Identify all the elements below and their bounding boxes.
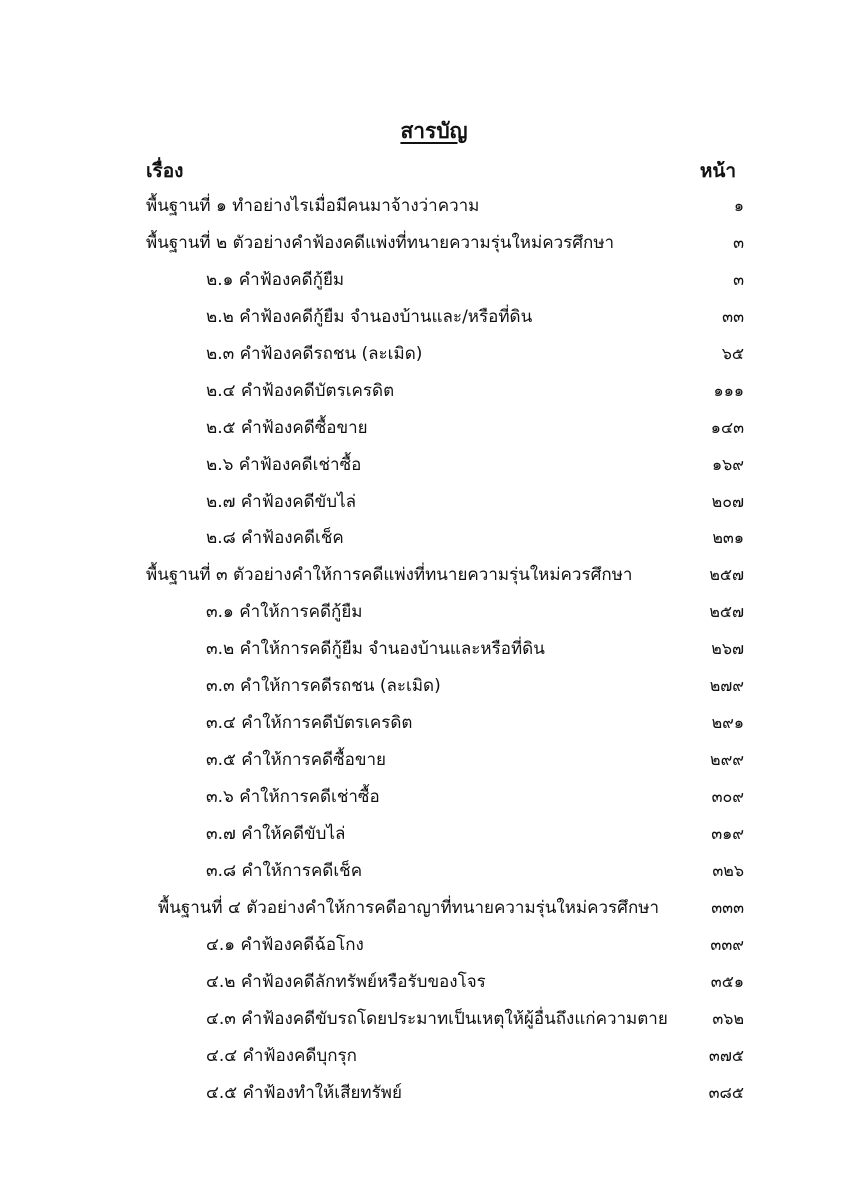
page-title	[0, 116, 868, 146]
toc-entry-page-number: ๒๕๗	[709, 565, 744, 585]
toc-entry-page-number: ๑๖๙	[711, 454, 744, 474]
toc-entry-title: ๒.๔ คำฟ้องคดีบัตรเครดิต	[206, 380, 395, 401]
toc-subsection-row	[0, 447, 868, 484]
toc-entry-page-number: ๓๐๙	[711, 787, 744, 806]
toc-entry-title: ๓.๖ คำให้การคดีเช่าซื้อ	[206, 787, 380, 807]
toc-subsection-row	[0, 1075, 868, 1112]
toc-entry-title: ๒.๒ คำฟ้องคดีกู้ยืม จำนองบ้านและ/หรือที่ดิน	[206, 306, 533, 327]
toc-section-row	[0, 890, 868, 927]
toc-subsection-row	[0, 668, 868, 705]
toc-subsection-row	[0, 594, 868, 631]
toc-entry-page-number: ๓	[733, 269, 744, 289]
toc-section-row	[0, 225, 868, 262]
toc-entry-title: ๓.๓ คำให้การคดีรถชน (ละเมิด)	[206, 676, 441, 697]
toc-entry-page-number: ๒๕๗	[709, 602, 744, 622]
toc-entry-title: ๒.๘ คำฟ้องคดีเช็ค	[206, 528, 344, 549]
toc-subsection-row	[0, 964, 868, 1001]
toc-subsection-row	[0, 299, 868, 336]
toc-entry-page-number: ๑	[733, 196, 744, 215]
toc-entry-title: ๓.๒ คำให้การคดีกู้ยืม จำนองบ้านและหรือที่ดิน	[206, 639, 545, 660]
toc-entry-page-number: ๓๘๕	[708, 1082, 744, 1102]
toc-entry-page-number: ๒๓๑	[712, 528, 744, 548]
toc-entry-page-number: ๖๕	[721, 343, 744, 363]
toc-entry-title: ๒.๓ คำฟ้องคดีรถชน (ละเมิด)	[206, 343, 423, 364]
toc-entry-title: ๔.๕ คำฟ้องทำให้เสียทรัพย์	[206, 1082, 402, 1103]
toc-entry-title: ๓.๗ คำให้คดีขับไล่	[206, 823, 346, 844]
toc-header-page: หน้า	[699, 160, 736, 182]
toc-entry-title: ๓.๘ คำให้การคดีเช็ค	[206, 860, 363, 881]
toc-subsection-row	[0, 816, 868, 853]
toc-entry-page-number: ๓๓	[722, 306, 744, 326]
toc-subsection-row	[0, 336, 868, 373]
toc-subsection-row	[0, 779, 868, 816]
toc-subsection-row	[0, 520, 868, 557]
toc-entry-title: ๓.๑ คำให้การคดีกู้ยืม	[206, 602, 363, 623]
toc-entry-title: พื้นฐานที่ ๑ ทำอย่างไรเมื่อมีคนมาจ้างว่าความ	[146, 196, 480, 216]
toc-entry-page-number: ๓	[733, 232, 744, 252]
toc-entry-title: ๒.๑ คำฟ้องคดีกู้ยืม	[206, 269, 345, 290]
toc-entry-title: พื้นฐานที่ ๓ ตัวอย่างคำให้การคดีแพ่งที่ทนายความรุ่นใหม่ควรศึกษา	[146, 565, 633, 586]
toc-subsection-row	[0, 742, 868, 779]
toc-subsection-row	[0, 705, 868, 742]
toc-entry-title: ๒.๕ คำฟ้องคดีซื้อขาย	[206, 417, 368, 438]
toc-subsection-row	[0, 373, 868, 410]
toc-subsection-row	[0, 853, 868, 890]
toc-subsection-row	[0, 410, 868, 447]
toc-entry-title: ๔.๑ คำฟ้องคดีฉ้อโกง	[206, 934, 364, 955]
toc-entry-page-number: ๓๑๙	[711, 823, 744, 843]
toc-subsection-row	[0, 1001, 868, 1038]
toc-header-subject: เรื่อง	[146, 160, 184, 182]
toc-entry-page-number: ๒๗๙	[709, 676, 744, 696]
toc-entry-title: ๔.๒ คำฟ้องคดีลักทรัพย์หรือรับของโจร	[206, 971, 486, 992]
toc-entry-title: ๔.๓ คำฟ้องคดีขับรถโดยประมาทเป็นเหตุให้ผู้อื่นถึงแก่ความตาย	[206, 1008, 668, 1029]
toc-section-row	[0, 557, 868, 594]
toc-entry-title: ๓.๕ คำให้การคดีซื้อขาย	[206, 750, 386, 771]
toc-entry-page-number: ๒๙๙	[710, 750, 744, 770]
toc-entry-title: ๓.๔ คำให้การคดีบัตรเครดิต	[206, 713, 413, 734]
toc-entry-page-number: ๓๕๑	[710, 971, 744, 991]
toc-entry-title: ๒.๗ คำฟ้องคดีขับไล่	[206, 491, 357, 512]
toc-entry-page-number: ๒๙๑	[711, 713, 744, 733]
toc-subsection-row	[0, 1038, 868, 1075]
page-title-text: สารบัญ	[400, 119, 468, 143]
table-of-contents	[0, 188, 868, 1111]
toc-entry-page-number: ๒๐๗	[711, 491, 744, 511]
toc-subsection-row	[0, 262, 868, 299]
toc-entry-page-number: ๓๓๓	[711, 897, 744, 917]
toc-entry-title: ๔.๔ คำฟ้องคดีบุกรุก	[206, 1045, 357, 1066]
toc-subsection-row	[0, 631, 868, 668]
toc-entry-page-number: ๓๓๙	[710, 934, 744, 954]
toc-subsection-row	[0, 484, 868, 521]
toc-section-row	[0, 188, 868, 225]
toc-entry-page-number: ๓๗๕	[708, 1045, 744, 1065]
toc-entry-page-number: ๑๔๓	[710, 417, 744, 437]
toc-entry-page-number: ๓๖๒	[712, 1008, 744, 1028]
toc-entry-title: พื้นฐานที่ ๒ ตัวอย่างคำฟ้องคดีแพ่งที่ทนายความรุ่นใหม่ควรศึกษา	[146, 232, 615, 253]
toc-entry-page-number: ๓๒๖	[712, 860, 744, 880]
toc-header	[146, 154, 736, 188]
toc-entry-page-number: ๑๑๑	[713, 380, 744, 400]
toc-subsection-row	[0, 927, 868, 964]
toc-entry-title: ๒.๖ คำฟ้องคดีเช่าซื้อ	[206, 454, 362, 475]
toc-entry-title: พื้นฐานที่ ๔ ตัวอย่างคำให้การคดีอาญาที่ทนายความรุ่นใหม่ควรศึกษา	[158, 897, 660, 918]
toc-entry-page-number: ๒๖๗	[711, 639, 744, 659]
